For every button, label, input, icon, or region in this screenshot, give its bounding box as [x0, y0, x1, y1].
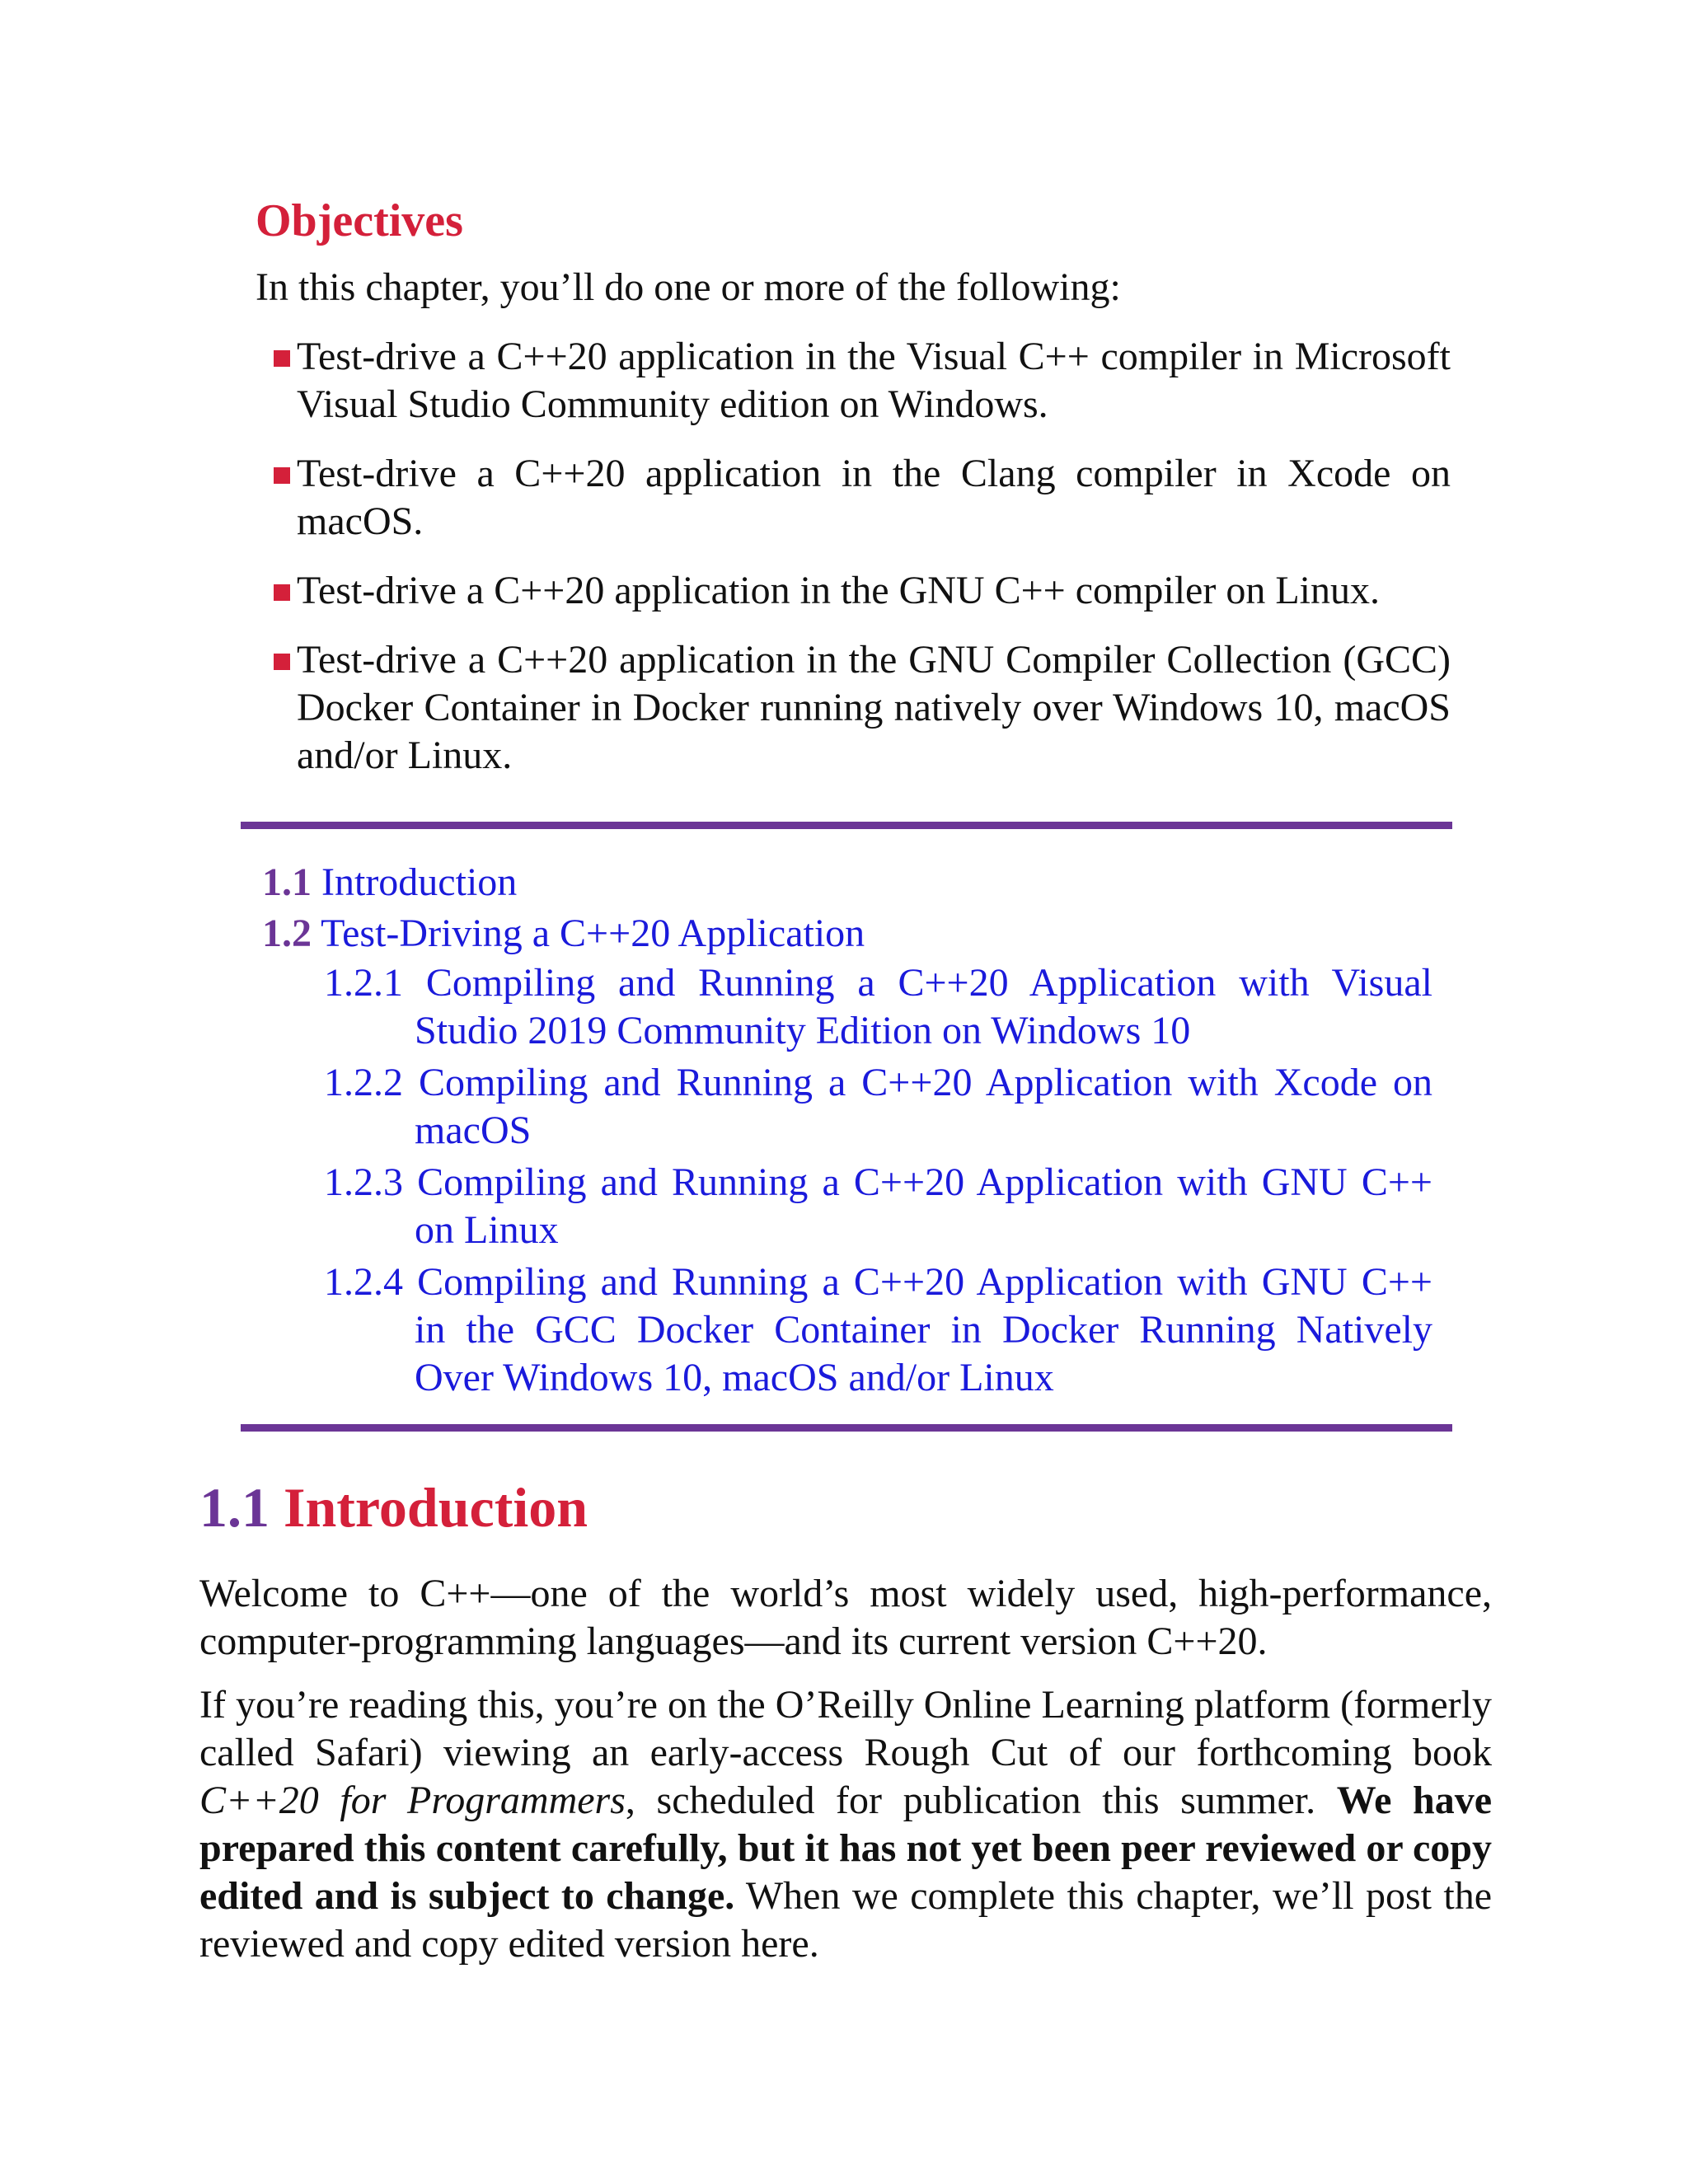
toc-entry-number: 1.1 [262, 860, 312, 904]
objective-text: Test-drive a C++20 application in the GNU C++ compiler on Linux. [297, 569, 1380, 612]
toc-bottom-divider [241, 1424, 1452, 1432]
section-title: Introduction [284, 1476, 588, 1539]
objectives-intro: In this chapter, you’ll do one or more of the following: [256, 265, 1121, 309]
book-title: C++20 for Programmers [199, 1779, 626, 1822]
toc-entry-number: 1.2 [262, 912, 312, 955]
paragraph-text: , scheduled for publication this summer. [625, 1779, 1337, 1822]
toc-entry-1-1[interactable] [262, 857, 1432, 908]
objectives-list [256, 333, 1451, 801]
section-heading [199, 1477, 588, 1539]
bold-notice: We have prepared this content carefully, but it has not yet been peer reviewed or copy edited and is subject to change. [199, 1779, 1493, 1918]
toc-entry-1-2[interactable] [262, 908, 1432, 959]
table-of-contents [262, 857, 1432, 1406]
paragraph-welcome: Welcome to C++—one of the world’s most widely used, high-performance, computer-programming languages—and its current version C++20. [199, 1572, 1492, 1663]
objective-text: Test-drive a C++20 application in the Clang compiler in Xcode on macOS. [297, 452, 1451, 543]
objective-text: Test-drive a C++20 application in the GNU Compiler Collection (GCC) Docker Container in Docker running natively over Windows 10, macOS and/or Linux. [297, 638, 1451, 777]
square-bullet-icon [274, 654, 290, 670]
paragraph-text: If you’re reading this, you’re on the O’Reilly Online Learning platform (formerly called Safari) viewing an early-access Rough Cut of our forthcoming book [199, 1683, 1492, 1774]
toc-subentry-1-2-1[interactable]: 1.2.1 Compiling and Running a C++20 Application with Visual Studio 2019 Community Edition on Windows 10 [324, 961, 1432, 1052]
objectives-heading: Objectives [256, 195, 463, 246]
square-bullet-icon [274, 350, 290, 367]
toc-subentry-1-2-2[interactable]: 1.2.2 Compiling and Running a C++20 Application with Xcode on macOS [324, 1061, 1432, 1152]
list-item [256, 333, 1451, 429]
paragraph-text: When we complete this chapter, we’ll post the reviewed and copy edited version here. [199, 1874, 1493, 1966]
list-item [256, 567, 1451, 615]
square-bullet-icon [274, 467, 290, 484]
toc-subentry-1-2-4[interactable]: 1.2.4 Compiling and Running a C++20 Application with GNU C++ in the GCC Docker Container in Docker Running Natively Over Windows 10, macOS and/or Linux [324, 1260, 1432, 1399]
list-item [256, 636, 1451, 780]
square-bullet-icon [274, 584, 290, 601]
toc-entry-link[interactable]: Test-Driving a C++20 Application [321, 912, 865, 955]
toc-subentry-1-2-3[interactable]: 1.2.3 Compiling and Running a C++20 Application with GNU C++ on Linux [324, 1160, 1432, 1252]
objective-text: Test-drive a C++20 application in the Visual C++ compiler in Microsoft Visual Studio Community edition on Windows. [297, 335, 1451, 426]
toc-entry-link[interactable]: Introduction [321, 860, 518, 904]
section-number: 1.1 [199, 1476, 270, 1539]
paragraph-rough-cut [199, 1681, 1492, 1968]
list-item [256, 450, 1451, 546]
toc-top-divider [241, 822, 1452, 829]
